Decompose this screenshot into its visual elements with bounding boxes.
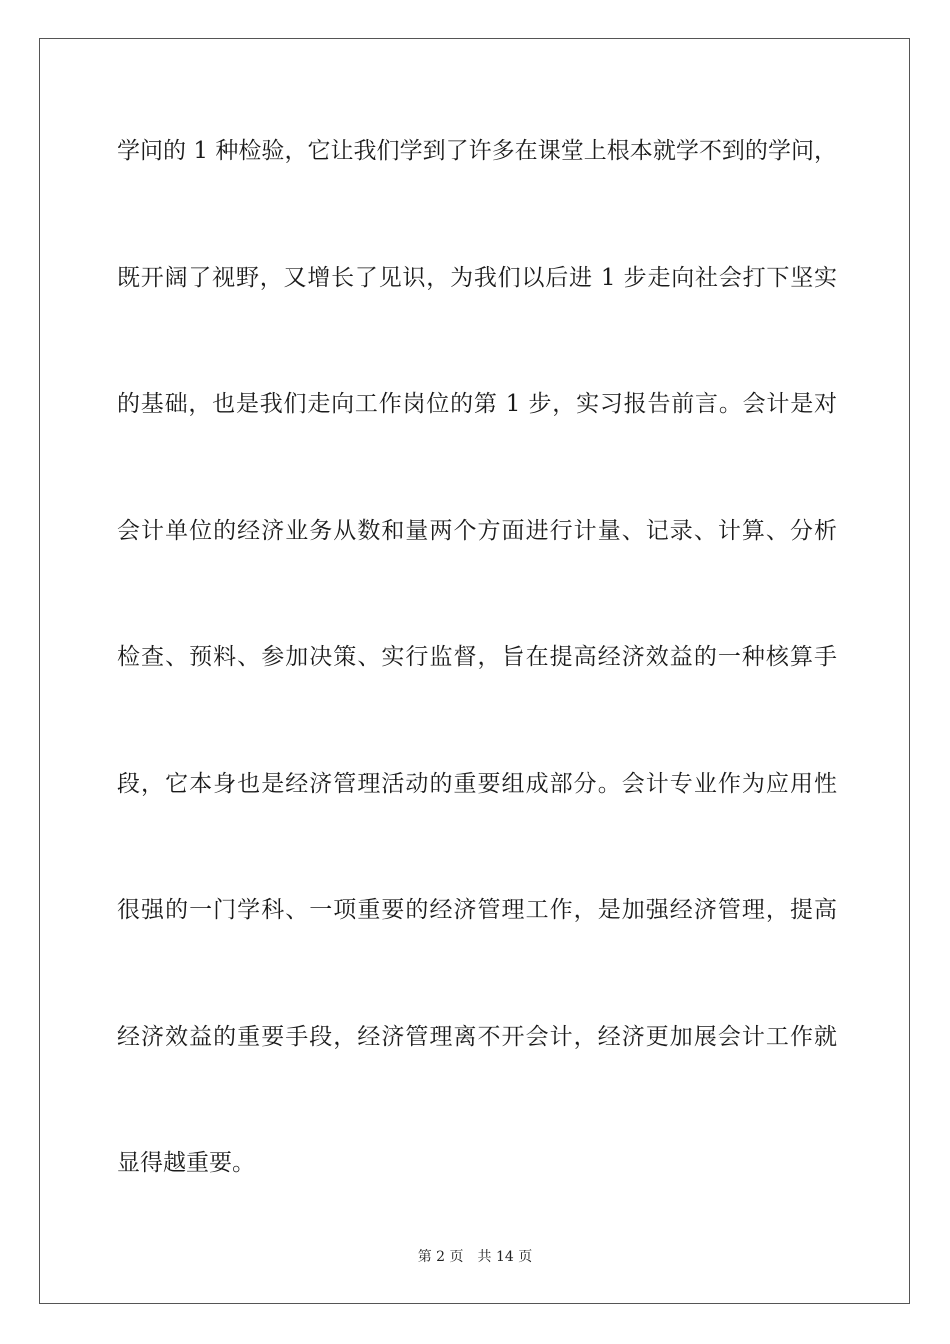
current-page-label: 第 2 页 [417, 1249, 464, 1265]
text-line: 既开阔了视野，又增长了见识，为我们以后进 1 步走向社会打下坚实 [117, 264, 837, 291]
body-text [117, 128, 837, 1267]
text-line: 会计单位的经济业务从数和量两个方面进行计量、记录、计算、分析 [117, 517, 837, 544]
text-line: 段，它本身也是经济管理活动的重要组成部分。会计专业作为应用性 [117, 770, 837, 797]
total-pages-label: 共 14 页 [477, 1249, 533, 1265]
text-line: 学问的 1 种检验，它让我们学到了许多在课堂上根本就学不到的学问， [117, 138, 837, 164]
text-line: 很强的一门学科、一项重要的经济管理工作，是加强经济管理，提高 [117, 897, 837, 923]
text-line: 检查、预料、参加决策、实行监督，旨在提高经济效益的一种核算手 [117, 644, 837, 670]
text-line: 的基础，也是我们走向工作岗位的第 1 步，实习报告前言。会计是对 [117, 391, 837, 417]
text-line: 经济效益的重要手段，经济管理离不开会计，经济更加展会计工作就 [117, 1023, 837, 1050]
text-line: 显得越重要。 [117, 1150, 255, 1176]
page-footer [0, 1248, 950, 1266]
